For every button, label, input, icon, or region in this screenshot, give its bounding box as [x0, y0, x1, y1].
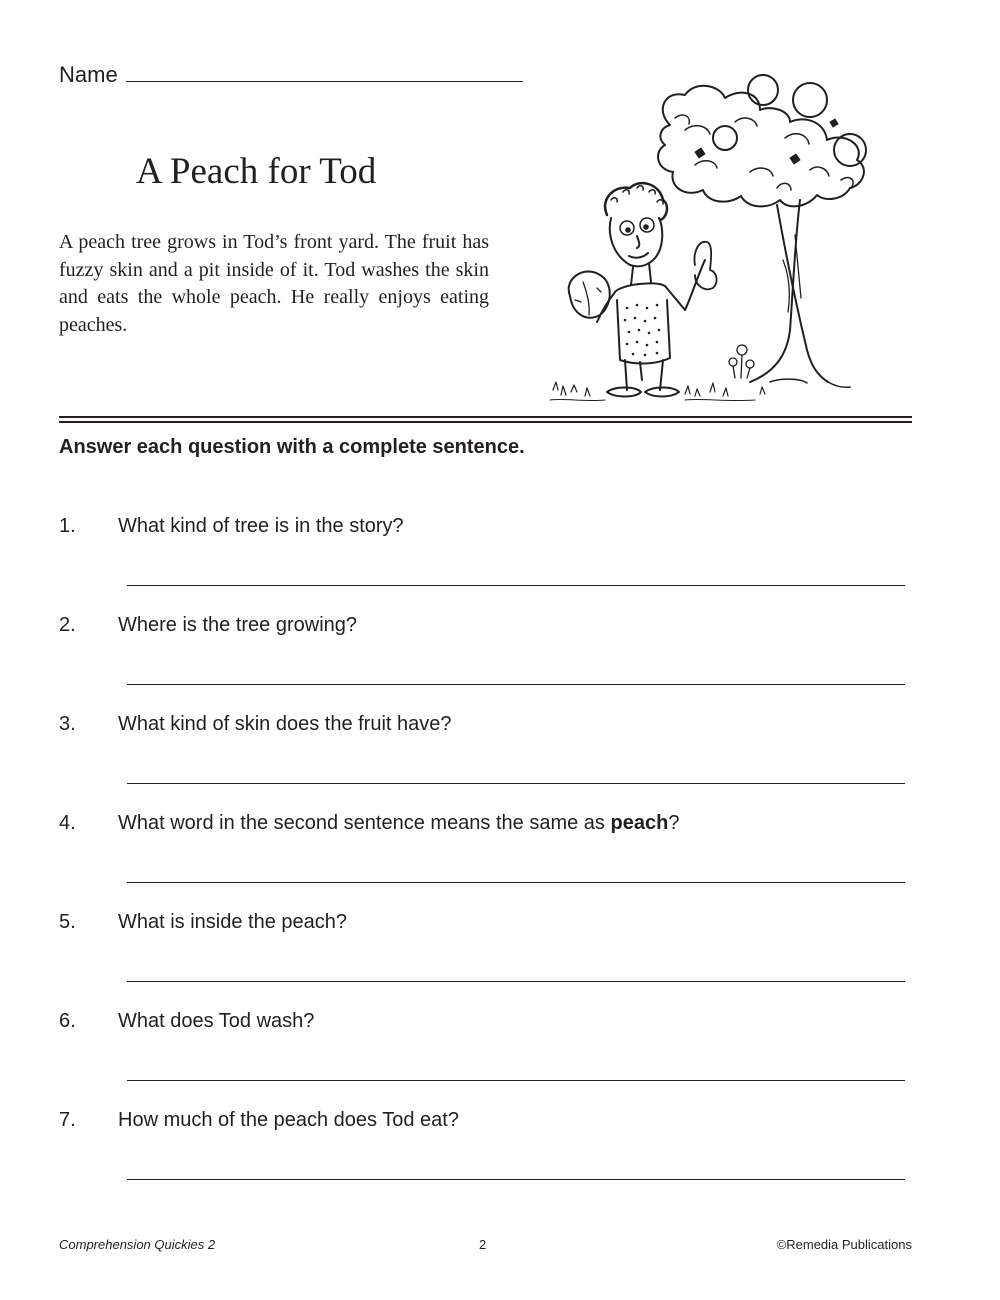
question-number: 4. — [59, 812, 76, 834]
footer-publisher: ©Remedia Publications — [776, 1237, 912, 1252]
tree-canopy — [658, 75, 866, 206]
tree-trunk — [750, 200, 850, 387]
peach-in-tree — [834, 134, 866, 166]
answer-line-7[interactable] — [127, 1179, 905, 1180]
question-text: What kind of tree is in the story? — [118, 515, 404, 537]
question-1 — [59, 515, 404, 538]
question-6 — [59, 1010, 314, 1033]
question-7 — [59, 1109, 459, 1132]
question-4 — [59, 812, 679, 835]
question-text: What is inside the peach? — [118, 911, 348, 933]
question-text: What does Tod wash? — [118, 1010, 315, 1032]
question-3 — [59, 713, 452, 736]
question-2 — [59, 614, 357, 637]
answer-line-4[interactable] — [127, 882, 905, 883]
peach-in-tree — [793, 83, 827, 117]
answer-line-2[interactable] — [127, 684, 905, 685]
story-paragraph: A peach tree grows in Tod’s front yard. The fruit has fuzzy skin and a pit inside of it. Tod washes the skin and eats the whole peach. He really enjoys eating peaches. — [59, 231, 489, 336]
grass — [550, 382, 765, 401]
boy-shoes — [607, 388, 679, 397]
divider-bottom — [59, 421, 912, 423]
question-number: 3. — [59, 713, 76, 735]
divider-top — [59, 416, 912, 418]
footer-book-title: Comprehension Quickies 2 — [59, 1237, 216, 1252]
question-number: 6. — [59, 1010, 76, 1032]
question-number: 2. — [59, 614, 76, 636]
page-title: A Peach for Tod — [136, 151, 377, 192]
question-number: 5. — [59, 911, 76, 933]
page-number: 2 — [479, 1237, 487, 1252]
question-text: Where is the tree growing? — [118, 614, 358, 636]
flowers — [729, 345, 754, 378]
question-number: 7. — [59, 1109, 76, 1131]
question-text: What kind of skin does the fruit have? — [118, 713, 452, 735]
answer-line-3[interactable] — [127, 783, 905, 784]
peach-in-tree — [748, 75, 778, 105]
peach-tree-illustration — [545, 60, 915, 410]
peach-in-tree — [713, 126, 737, 150]
boy-figure — [569, 183, 717, 396]
answer-line-6[interactable] — [127, 1080, 905, 1081]
boy-hand-pointing — [695, 242, 717, 289]
name-field[interactable] — [59, 62, 523, 88]
name-line[interactable] — [126, 63, 523, 82]
question-text: What word in the second sentence means the same as — [118, 812, 611, 834]
answer-line-5[interactable] — [127, 981, 905, 982]
question-keyword: peach — [610, 812, 669, 834]
answer-line-1[interactable] — [127, 585, 905, 586]
name-label: Name — [59, 62, 118, 87]
question-number: 1. — [59, 515, 76, 537]
question-5 — [59, 911, 347, 934]
question-text: How much of the peach does Tod eat? — [118, 1109, 459, 1131]
instructions: Answer each question with a complete sentence. — [59, 436, 525, 458]
question-text-end: ? — [668, 812, 680, 834]
